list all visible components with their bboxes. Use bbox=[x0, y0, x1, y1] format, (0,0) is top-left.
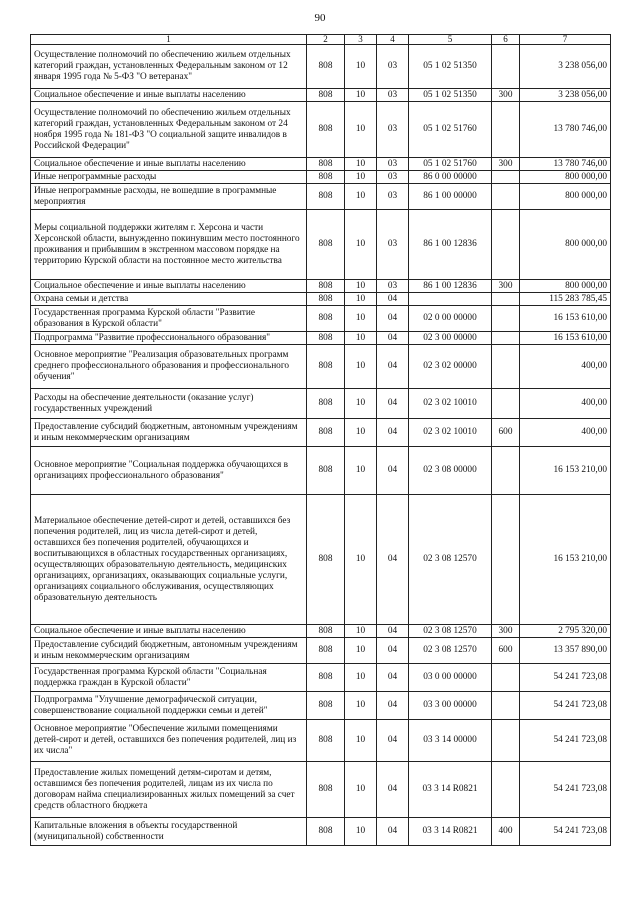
table-row bbox=[31, 625, 611, 638]
cell-code: 808 bbox=[307, 818, 345, 846]
cell-target: 86 0 00 00000 bbox=[409, 171, 492, 184]
cell-code: 808 bbox=[307, 184, 345, 210]
cell-target: 03 3 14 R0821 bbox=[409, 762, 492, 818]
cell-target: 02 3 08 00000 bbox=[409, 447, 492, 495]
table-row bbox=[31, 818, 611, 846]
cell-type bbox=[492, 306, 520, 332]
row-name: Капитальные вложения в объекты государственной (муниципальной) собственности bbox=[31, 818, 307, 846]
cell-code: 808 bbox=[307, 664, 345, 692]
budget-table bbox=[30, 34, 611, 846]
cell-subsection: 04 bbox=[377, 306, 409, 332]
cell-type: 600 bbox=[492, 419, 520, 447]
cell-amount: 54 241 723,08 bbox=[520, 692, 611, 720]
cell-type bbox=[492, 664, 520, 692]
cell-amount: 16 153 210,00 bbox=[520, 495, 611, 625]
cell-amount: 3 238 056,00 bbox=[520, 45, 611, 89]
cell-code: 808 bbox=[307, 389, 345, 419]
cell-code: 808 bbox=[307, 293, 345, 306]
cell-amount: 54 241 723,08 bbox=[520, 720, 611, 762]
table-row bbox=[31, 102, 611, 158]
cell-code: 808 bbox=[307, 280, 345, 293]
table-row bbox=[31, 332, 611, 345]
table-row bbox=[31, 280, 611, 293]
table-row bbox=[31, 293, 611, 306]
cell-section: 10 bbox=[345, 818, 377, 846]
table-row bbox=[31, 762, 611, 818]
cell-section: 10 bbox=[345, 625, 377, 638]
cell-target: 86 1 00 12836 bbox=[409, 210, 492, 280]
cell-target: 02 0 00 00000 bbox=[409, 306, 492, 332]
cell-code: 808 bbox=[307, 306, 345, 332]
cell-section: 10 bbox=[345, 210, 377, 280]
row-name: Подпрограмма "Развитие профессионального образования" bbox=[31, 332, 307, 345]
cell-section: 10 bbox=[345, 306, 377, 332]
row-name: Подпрограмма "Улучшение демографической ситуации, совершенствование социальной поддержки семьи и детей" bbox=[31, 692, 307, 720]
cell-section: 10 bbox=[345, 184, 377, 210]
row-name: Предоставление субсидий бюджетным, автономным учреждениям и иным некоммерческим организациям bbox=[31, 638, 307, 664]
cell-type bbox=[492, 184, 520, 210]
row-name: Осуществление полномочий по обеспечению жильем отдельных категорий граждан, установленных Федеральным законом от 12 января 1995 года № 5-ФЗ "О ветеранах" bbox=[31, 45, 307, 89]
cell-code: 808 bbox=[307, 210, 345, 280]
column-header: 1 bbox=[31, 35, 307, 45]
cell-code: 808 bbox=[307, 638, 345, 664]
table-row bbox=[31, 720, 611, 762]
cell-subsection: 04 bbox=[377, 818, 409, 846]
table-row bbox=[31, 89, 611, 102]
cell-type bbox=[492, 389, 520, 419]
cell-target: 02 3 08 12570 bbox=[409, 625, 492, 638]
cell-section: 10 bbox=[345, 389, 377, 419]
table-row bbox=[31, 171, 611, 184]
cell-code: 808 bbox=[307, 89, 345, 102]
cell-target: 02 3 02 10010 bbox=[409, 389, 492, 419]
table-row bbox=[31, 638, 611, 664]
row-name: Социальное обеспечение и иные выплаты населению bbox=[31, 625, 307, 638]
cell-code: 808 bbox=[307, 102, 345, 158]
table-row bbox=[31, 692, 611, 720]
table-row bbox=[31, 345, 611, 389]
column-header: 6 bbox=[492, 35, 520, 45]
cell-amount: 400,00 bbox=[520, 389, 611, 419]
cell-amount: 16 153 610,00 bbox=[520, 332, 611, 345]
cell-subsection: 04 bbox=[377, 762, 409, 818]
row-name: Основное мероприятие "Обеспечение жилыми помещениями детей-сирот и детей, оставшихся без попечения родителей, лиц из их числа" bbox=[31, 720, 307, 762]
cell-code: 808 bbox=[307, 419, 345, 447]
cell-target: 02 3 08 12570 bbox=[409, 495, 492, 625]
cell-type: 400 bbox=[492, 818, 520, 846]
cell-amount: 13 780 746,00 bbox=[520, 102, 611, 158]
cell-section: 10 bbox=[345, 171, 377, 184]
cell-section: 10 bbox=[345, 158, 377, 171]
cell-target: 02 3 02 00000 bbox=[409, 345, 492, 389]
row-name: Предоставление жилых помещений детям-сиротам и детям, оставшимся без попечения родителей, лицам из их числа по договорам найма специализированных жилых помещений за счет средств областного бюджета bbox=[31, 762, 307, 818]
cell-subsection: 03 bbox=[377, 89, 409, 102]
cell-type bbox=[492, 762, 520, 818]
cell-type bbox=[492, 720, 520, 762]
cell-amount: 115 283 785,45 bbox=[520, 293, 611, 306]
header-row bbox=[31, 35, 611, 45]
row-name: Предоставление субсидий бюджетным, автономным учреждениям и иным некоммерческим организациям bbox=[31, 419, 307, 447]
cell-code: 808 bbox=[307, 692, 345, 720]
cell-type bbox=[492, 102, 520, 158]
cell-amount: 13 357 890,00 bbox=[520, 638, 611, 664]
cell-type bbox=[492, 45, 520, 89]
cell-code: 808 bbox=[307, 720, 345, 762]
row-name: Основное мероприятие "Социальная поддержка обучающихся в организациях профессионального образования" bbox=[31, 447, 307, 495]
cell-subsection: 04 bbox=[377, 625, 409, 638]
cell-type bbox=[492, 447, 520, 495]
cell-section: 10 bbox=[345, 102, 377, 158]
cell-type bbox=[492, 332, 520, 345]
cell-target: 05 1 02 51350 bbox=[409, 45, 492, 89]
table-row bbox=[31, 158, 611, 171]
cell-section: 10 bbox=[345, 332, 377, 345]
cell-code: 808 bbox=[307, 345, 345, 389]
table-row bbox=[31, 389, 611, 419]
cell-subsection: 04 bbox=[377, 293, 409, 306]
cell-section: 10 bbox=[345, 762, 377, 818]
table-row bbox=[31, 447, 611, 495]
cell-section: 10 bbox=[345, 293, 377, 306]
cell-target: 02 3 02 10010 bbox=[409, 419, 492, 447]
cell-type: 300 bbox=[492, 89, 520, 102]
cell-section: 10 bbox=[345, 280, 377, 293]
cell-target: 03 3 00 00000 bbox=[409, 692, 492, 720]
column-header: 5 bbox=[409, 35, 492, 45]
cell-subsection: 04 bbox=[377, 692, 409, 720]
cell-amount: 16 153 210,00 bbox=[520, 447, 611, 495]
cell-subsection: 03 bbox=[377, 102, 409, 158]
row-name: Меры социальной поддержки жителям г. Херсона и части Херсонской области, вынужденно покинувшим место постоянного проживания и прибывшим в экстренном массовом порядке на территорию Курской области на постоянное место жительства bbox=[31, 210, 307, 280]
cell-target: 86 1 00 00000 bbox=[409, 184, 492, 210]
cell-target: 02 3 00 00000 bbox=[409, 332, 492, 345]
row-name: Иные непрограммные расходы bbox=[31, 171, 307, 184]
column-header: 3 bbox=[345, 35, 377, 45]
cell-type: 300 bbox=[492, 158, 520, 171]
cell-subsection: 03 bbox=[377, 280, 409, 293]
cell-subsection: 03 bbox=[377, 158, 409, 171]
row-name: Охрана семьи и детства bbox=[31, 293, 307, 306]
table-row bbox=[31, 419, 611, 447]
cell-subsection: 04 bbox=[377, 419, 409, 447]
cell-section: 10 bbox=[345, 419, 377, 447]
row-name: Материальное обеспечение детей-сирот и детей, оставшихся без попечения родителей, лиц из числа детей-сирот и детей, оставшихся без попечения родителей, обучающихся и воспитывающихся в областных государственных организациях, осуществляющих образовательную деятельность, медицинских организациях, организациях, оказывающих социальные услуги, организациях социального обслуживания, осуществляющих образовательную деятельность bbox=[31, 495, 307, 625]
row-name: Социальное обеспечение и иные выплаты населению bbox=[31, 89, 307, 102]
cell-code: 808 bbox=[307, 495, 345, 625]
page-number: 90 bbox=[314, 12, 326, 24]
row-name: Расходы на обеспечение деятельности (оказание услуг) государственных учреждений bbox=[31, 389, 307, 419]
cell-target bbox=[409, 293, 492, 306]
cell-type: 600 bbox=[492, 638, 520, 664]
cell-subsection: 04 bbox=[377, 638, 409, 664]
cell-amount: 2 795 320,00 bbox=[520, 625, 611, 638]
cell-section: 10 bbox=[345, 495, 377, 625]
cell-target: 86 1 00 12836 bbox=[409, 280, 492, 293]
cell-section: 10 bbox=[345, 638, 377, 664]
row-name: Основное мероприятие "Реализация образовательных программ среднего профессионального образования и профессионального обучения" bbox=[31, 345, 307, 389]
cell-amount: 400,00 bbox=[520, 419, 611, 447]
cell-amount: 16 153 610,00 bbox=[520, 306, 611, 332]
cell-target: 05 1 02 51760 bbox=[409, 158, 492, 171]
cell-amount: 800 000,00 bbox=[520, 171, 611, 184]
table-row bbox=[31, 664, 611, 692]
column-header: 2 bbox=[307, 35, 345, 45]
column-header: 4 bbox=[377, 35, 409, 45]
row-name: Социальное обеспечение и иные выплаты населению bbox=[31, 280, 307, 293]
cell-amount: 800 000,00 bbox=[520, 210, 611, 280]
cell-target: 03 0 00 00000 bbox=[409, 664, 492, 692]
cell-section: 10 bbox=[345, 45, 377, 89]
cell-section: 10 bbox=[345, 345, 377, 389]
cell-section: 10 bbox=[345, 447, 377, 495]
cell-subsection: 03 bbox=[377, 171, 409, 184]
cell-type bbox=[492, 345, 520, 389]
table-row bbox=[31, 495, 611, 625]
cell-subsection: 04 bbox=[377, 447, 409, 495]
cell-type bbox=[492, 692, 520, 720]
cell-subsection: 04 bbox=[377, 389, 409, 419]
cell-type: 300 bbox=[492, 625, 520, 638]
cell-subsection: 04 bbox=[377, 720, 409, 762]
row-name: Социальное обеспечение и иные выплаты населению bbox=[31, 158, 307, 171]
table-row bbox=[31, 210, 611, 280]
row-name: Государственная программа Курской области "Социальная поддержка граждан в Курской области" bbox=[31, 664, 307, 692]
cell-subsection: 04 bbox=[377, 332, 409, 345]
cell-target: 03 3 14 00000 bbox=[409, 720, 492, 762]
cell-subsection: 03 bbox=[377, 210, 409, 280]
cell-subsection: 03 bbox=[377, 184, 409, 210]
cell-section: 10 bbox=[345, 692, 377, 720]
cell-code: 808 bbox=[307, 158, 345, 171]
cell-section: 10 bbox=[345, 664, 377, 692]
table-row bbox=[31, 45, 611, 89]
cell-type bbox=[492, 210, 520, 280]
cell-type: 300 bbox=[492, 280, 520, 293]
cell-type bbox=[492, 495, 520, 625]
cell-target: 03 3 14 R0821 bbox=[409, 818, 492, 846]
cell-code: 808 bbox=[307, 332, 345, 345]
cell-subsection: 04 bbox=[377, 345, 409, 389]
cell-amount: 13 780 746,00 bbox=[520, 158, 611, 171]
cell-section: 10 bbox=[345, 89, 377, 102]
table-row bbox=[31, 306, 611, 332]
cell-section: 10 bbox=[345, 720, 377, 762]
cell-amount: 400,00 bbox=[520, 345, 611, 389]
row-name: Осуществление полномочий по обеспечению жильем отдельных категорий граждан, установленных Федеральным законом от 24 ноября 1995 года № 181-ФЗ "О социальной защите инвалидов в Российской Федерации" bbox=[31, 102, 307, 158]
cell-code: 808 bbox=[307, 171, 345, 184]
cell-subsection: 04 bbox=[377, 664, 409, 692]
row-name: Иные непрограммные расходы, не вошедшие в программные мероприятия bbox=[31, 184, 307, 210]
cell-subsection: 04 bbox=[377, 495, 409, 625]
cell-amount: 54 241 723,08 bbox=[520, 664, 611, 692]
cell-amount: 3 238 056,00 bbox=[520, 89, 611, 102]
cell-code: 808 bbox=[307, 762, 345, 818]
cell-type bbox=[492, 293, 520, 306]
row-name: Государственная программа Курской области "Развитие образования в Курской области" bbox=[31, 306, 307, 332]
cell-subsection: 03 bbox=[377, 45, 409, 89]
cell-target: 02 3 08 12570 bbox=[409, 638, 492, 664]
cell-amount: 54 241 723,08 bbox=[520, 762, 611, 818]
cell-code: 808 bbox=[307, 625, 345, 638]
table-row bbox=[31, 184, 611, 210]
cell-amount: 54 241 723,08 bbox=[520, 818, 611, 846]
cell-code: 808 bbox=[307, 447, 345, 495]
cell-code: 808 bbox=[307, 45, 345, 89]
column-header: 7 bbox=[520, 35, 611, 45]
cell-amount: 800 000,00 bbox=[520, 280, 611, 293]
cell-target: 05 1 02 51760 bbox=[409, 102, 492, 158]
cell-type bbox=[492, 171, 520, 184]
cell-amount: 800 000,00 bbox=[520, 184, 611, 210]
cell-target: 05 1 02 51350 bbox=[409, 89, 492, 102]
